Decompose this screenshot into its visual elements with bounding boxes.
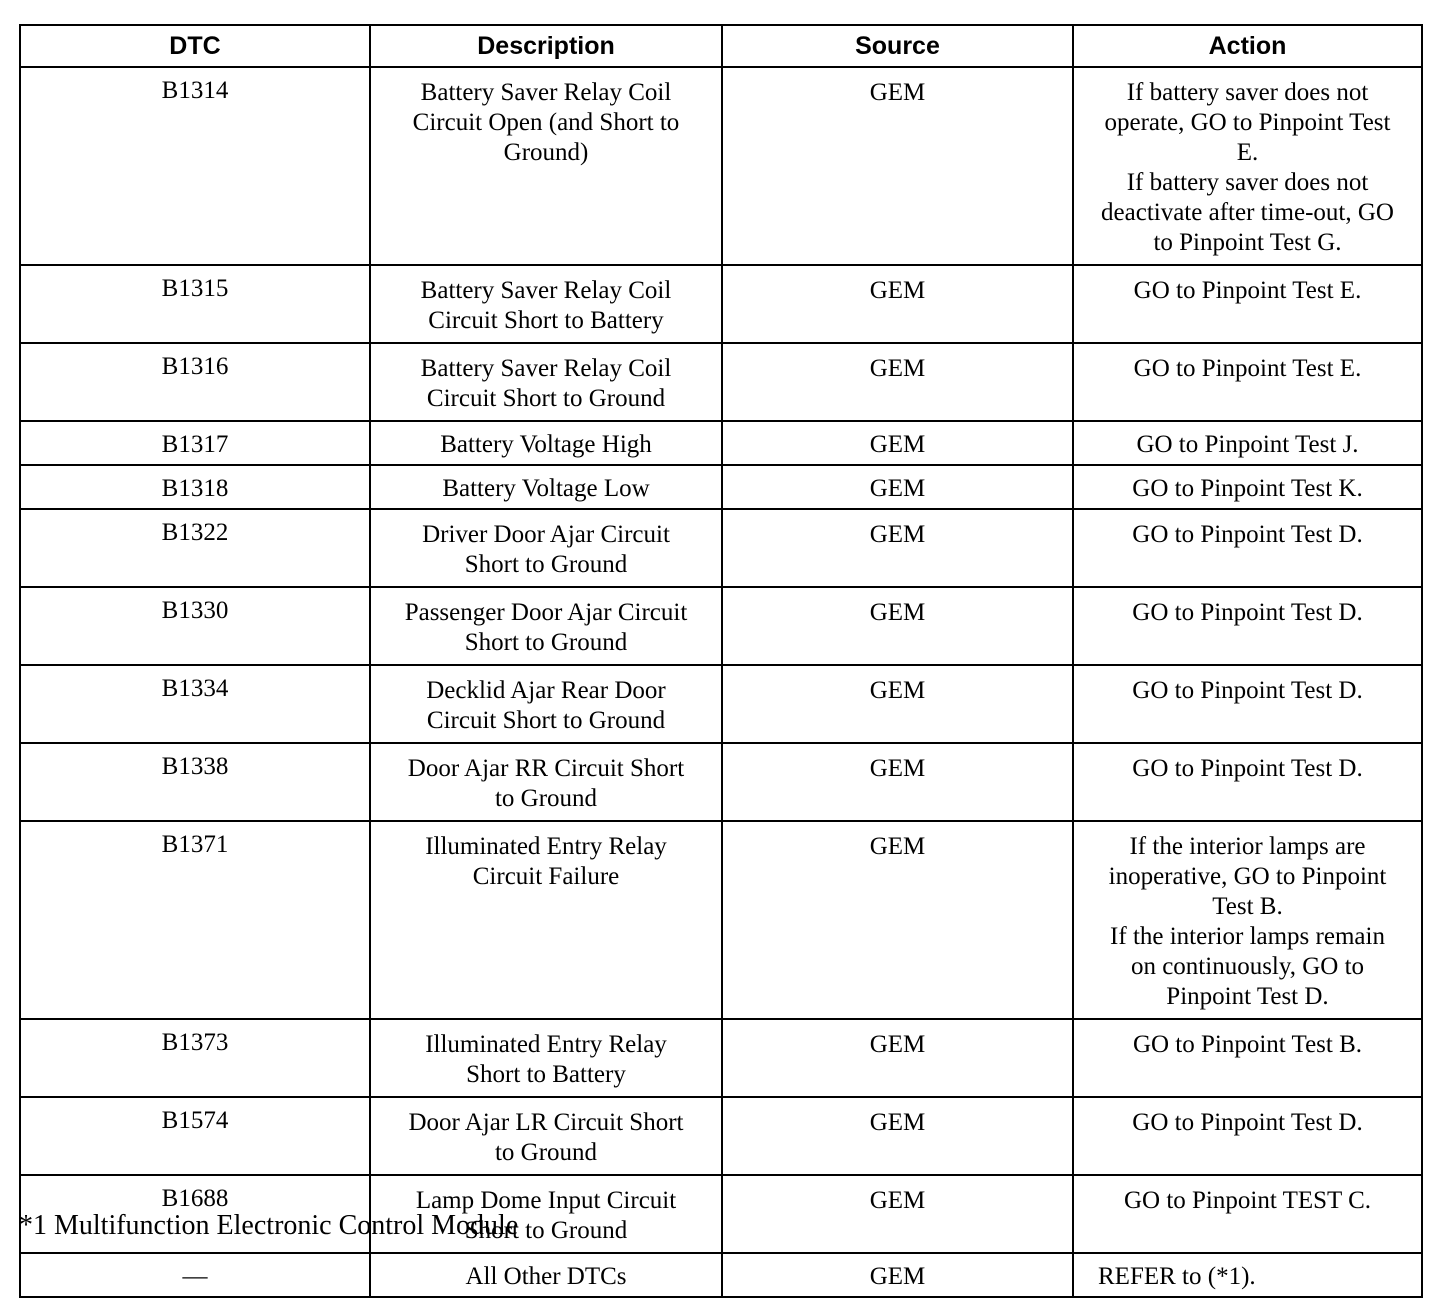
cell-description: Driver Door Ajar Circuit Short to Ground: [370, 509, 722, 587]
table-row: [20, 421, 1422, 465]
table-row: [20, 465, 1422, 509]
cell-action: GO to Pinpoint Test D.: [1073, 743, 1422, 821]
cell-description: Door Ajar RR Circuit Short to Ground: [370, 743, 722, 821]
table-row: [20, 1097, 1422, 1175]
cell-description: Door Ajar LR Circuit Short to Ground: [370, 1097, 722, 1175]
cell-action: GO to Pinpoint Test E.: [1073, 343, 1422, 421]
header-source: Source: [722, 25, 1073, 67]
cell-action: GO to Pinpoint Test D.: [1073, 1097, 1422, 1175]
table-header-row: [20, 25, 1422, 67]
cell-description: Passenger Door Ajar Circuit Short to Ground: [370, 587, 722, 665]
header-description: Description: [370, 25, 722, 67]
table-row: [20, 265, 1422, 343]
cell-action: REFER to (*1).: [1073, 1253, 1422, 1297]
cell-source: GEM: [722, 465, 1073, 509]
cell-action: GO to Pinpoint Test K.: [1073, 465, 1422, 509]
cell-description: Battery Saver Relay Coil Circuit Open (and Short to Ground): [370, 67, 722, 265]
cell-description: Battery Voltage Low: [370, 465, 722, 509]
cell-source: GEM: [722, 1097, 1073, 1175]
table-row: [20, 743, 1422, 821]
cell-dtc: B1315: [20, 265, 370, 343]
cell-dtc: B1574: [20, 1097, 370, 1175]
cell-dtc: B1318: [20, 465, 370, 509]
cell-description: Battery Voltage High: [370, 421, 722, 465]
table-row: [20, 67, 1422, 265]
cell-source: GEM: [722, 587, 1073, 665]
cell-description: Illuminated Entry Relay Circuit Failure: [370, 821, 722, 1019]
cell-dtc: B1371: [20, 821, 370, 1019]
cell-action: If battery saver does not operate, GO to Pinpoint Test E. If battery saver does not deactivate after time-out, GO to Pinpoint Test G.: [1073, 67, 1422, 265]
table-row: [20, 343, 1422, 421]
cell-dtc: B1314: [20, 67, 370, 265]
cell-source: GEM: [722, 343, 1073, 421]
cell-dtc: B1317: [20, 421, 370, 465]
table-row: [20, 587, 1422, 665]
table-row: [20, 821, 1422, 1019]
cell-description: Lamp Dome Input Circuit Short to Ground: [370, 1175, 722, 1253]
cell-action: GO to Pinpoint Test J.: [1073, 421, 1422, 465]
cell-source: GEM: [722, 67, 1073, 265]
cell-source: GEM: [722, 1175, 1073, 1253]
cell-source: GEM: [722, 1253, 1073, 1297]
cell-source: GEM: [722, 665, 1073, 743]
cell-description: Battery Saver Relay Coil Circuit Short to Battery: [370, 265, 722, 343]
cell-source: GEM: [722, 509, 1073, 587]
cell-dtc: B1338: [20, 743, 370, 821]
cell-action: GO to Pinpoint Test B.: [1073, 1019, 1422, 1097]
cell-action: GO to Pinpoint Test D.: [1073, 509, 1422, 587]
cell-dtc: B1688: [20, 1175, 370, 1253]
table-row: [20, 1019, 1422, 1097]
footnote: *1 Multifunction Electronic Control Module: [19, 1210, 519, 1241]
cell-dtc: B1316: [20, 343, 370, 421]
dtc-table-container: [19, 24, 1421, 1298]
cell-dtc: —: [20, 1253, 370, 1297]
cell-source: GEM: [722, 821, 1073, 1019]
cell-dtc: B1322: [20, 509, 370, 587]
cell-dtc: B1334: [20, 665, 370, 743]
cell-description: All Other DTCs: [370, 1253, 722, 1297]
cell-source: GEM: [722, 1019, 1073, 1097]
cell-description: Illuminated Entry Relay Short to Battery: [370, 1019, 722, 1097]
header-dtc: DTC: [20, 25, 370, 67]
header-action: Action: [1073, 25, 1422, 67]
cell-source: GEM: [722, 743, 1073, 821]
cell-source: GEM: [722, 265, 1073, 343]
cell-source: GEM: [722, 421, 1073, 465]
table-row: [20, 1253, 1422, 1297]
cell-action: GO to Pinpoint Test D.: [1073, 587, 1422, 665]
table-row: [20, 509, 1422, 587]
cell-description: Decklid Ajar Rear Door Circuit Short to Ground: [370, 665, 722, 743]
cell-action: GO to Pinpoint Test E.: [1073, 265, 1422, 343]
table-row: [20, 665, 1422, 743]
cell-dtc: B1373: [20, 1019, 370, 1097]
cell-action: GO to Pinpoint Test D.: [1073, 665, 1422, 743]
cell-description: Battery Saver Relay Coil Circuit Short to Ground: [370, 343, 722, 421]
cell-action: GO to Pinpoint TEST C.: [1073, 1175, 1422, 1253]
dtc-table: [19, 24, 1423, 1298]
cell-action: If the interior lamps are inoperative, GO to Pinpoint Test B. If the interior lamps remain on continuously, GO to Pinpoint Test D.: [1073, 821, 1422, 1019]
cell-dtc: B1330: [20, 587, 370, 665]
